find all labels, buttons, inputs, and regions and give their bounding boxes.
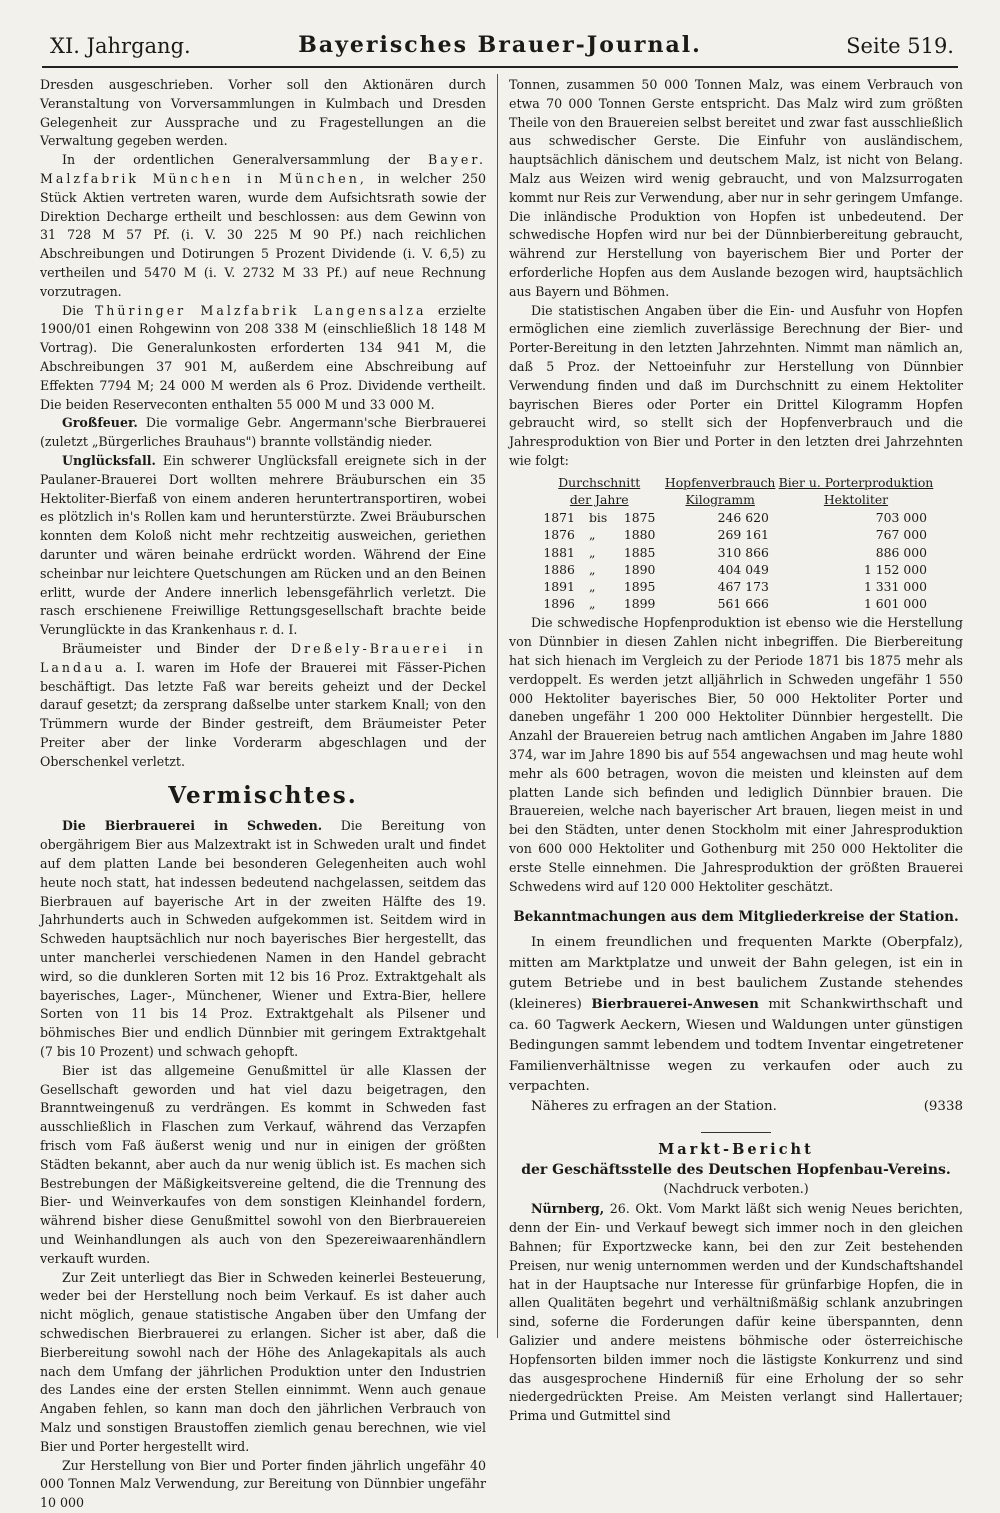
sale-notice: In einem freundlichen und frequenten Markte (Oberpfalz), mitten am Marktplatze und unweit der Bahn gelegen, ist ein in gutem Betriebe und in best baulichem Zustande stehendes (kleineres) Bierbrauerei-Anwesen mit Schankwirthschaft und ca. 60 Tagwerk Aeckern, Wiesen und Waldungen unter günstigen Bedingungen sammt lebendem und todtem Inventar eingetretener Familienverhältnisse wegen zu verkaufen oder auch zu verpachten. Näheres zu erfragen an der Station. (9338 bbox=[509, 933, 963, 1118]
paragraph-grossfeuer: Großfeuer. Die vormalige Gebr. Angermann'sche Bierbrauerei (zuletzt „Bürgerliches Brauhaus") brannte vollständig nieder. bbox=[40, 415, 486, 450]
table-row: 1881 „ 1885 310 866 886 000 bbox=[543, 544, 927, 560]
notice-contact: Näheres zu erfragen an der Station. bbox=[531, 1099, 777, 1115]
page-header bbox=[42, 30, 958, 68]
paragraph-ungluecksfall: Unglücksfall. Ein schwerer Unglücksfall ereignete sich in der Paulaner-Brauerei Dort wollten mehrere Bräuburschen ein 35 Hektoliter-Bierfaß von einem anderen heruntertransportiren, wobei es plötzlich in's Rollen kam und herunterstürzte. Zwei Bräuburschen konnten dem Koloß nicht mehr rechtzeitig ausweichen, geriethen darunter und wären beinahe erdrückt worden. Während der Eine scheinbar nur leichtere Quetschungen am Rücken und an den Beinen erlitt, wurde der Andere innerlich lebensgefährlich verletzt. Die rasch erschienene Freiwillige Rettungsgesellschaft brachte beide Verunglückte in das Krankenhaus r. d. I. bbox=[40, 452, 486, 638]
paragraph-besteuerung: Zur Zeit unterliegt das Bier in Schweden keinerlei Besteuerung, weder bei der Herstellung noch beim Verkauf. Es ist daher auch nicht möglich, genaue statistische Angaben über den Umfang der schwedischen Bierbrauerei zu erlangen. Sicher ist aber, daß die Bierbereitung sowohl nach der Höhe des Anlagekapitals als auch nach dem Umfang der jährlichen Produktion unter den Industrien des Landes eine der ersten Stellen einnimmt. Wenn auch genaue Angaben fehlen, so kann man doch den jährlichen Verbrauch von Malz und sonstigen Braustoffen ziemlich genau berechnen, wie viel Bier und Porter hergestellt wird. bbox=[40, 1269, 486, 1454]
table-header-row bbox=[535, 473, 935, 509]
table-row: 1896 „ 1899 561 666 1 601 000 bbox=[543, 596, 927, 612]
paragraph-landau: Bräumeister und Binder der Dreßely-Brauerei in Landau a. I. waren im Hofe der Brauerei mit Fässer-Pichen beschäftigt. Das letzte Faß war bereits geheizt und der Deckel darauf gesetzt; da zersprang daßselbe unter starkem Knall; von den Trümmern wurde der Binder gestreift, dem Bräumeister Peter Preiter aber der linke Vorderarm abgeschlagen und der Oberschenkel verletzt. bbox=[40, 640, 486, 769]
paragraph-nuernberg: Nürnberg, 26. Okt. Vom Markt läßt sich wenig Neues berichten, denn der Ein- und Verkauf bewegt sich immer noch in den gleichen Bahnen; für Exportzwecke kann, bei den zur Zeit bestehenden Preisen, nur wenig unternommen werden und der Kundschaftshandel hat in der Hauptsache nur Interesse für grünfarbige Hopfen, die in allen Qualitäten begehrt und verhältnißmäßig schlank anzubringen sind, soferne die Forderungen dafür keine überspannten, denn Galizier und andere meistens böhmische oder österreichische Hopfensorten bilden immer noch die lästigste Konkurrenz und sind das ausgesprochene Hinderniß für eine Erholung der so sehr niedergedrückten Preise. Am Meisten verlangt sind Hallertauer; Prima und Gutmittel sind bbox=[509, 1201, 963, 1424]
market-report-title: Markt-Bericht bbox=[658, 1140, 814, 1158]
left-column bbox=[40, 76, 486, 1511]
company-name: Bayer. Malzfabrik München in München, bbox=[40, 152, 486, 186]
table-row: 1871 bis 1875 246 620 703 000 bbox=[543, 510, 927, 526]
paragraph-schweden-intro: Die Bierbrauerei in Schweden. Die Bereitung von obergährigem Bier aus Malzextrakt ist in Schweden uralt und findet auf dem platten Lande bei besonderen Gelegenheiten auch wohl heute noch statt, hat indessen bedeutend nachgelassen, seitdem das Bierbrauen auf bayerische Art in der zweiten Hälfte des 19. Jahrhunderts auch in Schweden aufgekommen ist. Seitdem wird in Schweden hauptsächlich nur noch bayerisches Bier hergestellt, das unter mancherlei verschiedenen Namen in den Handel gebracht wird, so die dunkleren Sorten mit 12 bis 16 Proz. Extraktgehalt als bayerisches, Lager-, Münchener, Wiener und Extra-Bier, hellere Sorten von 11 bis 14 Proz. Extraktgehalt als Pilsener und böhmisches Bier und endlich Dünnbier mit geringem Extraktgehalt (7 bis 10 Prozent) und schwach gehopft. bbox=[40, 818, 486, 1060]
table-row: 1886 „ 1890 404 049 1 152 000 bbox=[543, 561, 927, 577]
column-header-hops: Hopfenverbrauch Kilogramm bbox=[664, 474, 776, 507]
paragraph-dresden: Dresden ausgeschrieben. Vorher soll den Aktionären durch Veranstaltung von Vorversammlungen in Kulmbach und Dresden Gelegenheit zur Aussprache und zu Fragestellungen an die Verwaltung gegeben werden. bbox=[40, 77, 486, 149]
paragraph-malz-hopfen: Tonnen, zusammen 50 000 Tonnen Malz, was einem Verbrauch von etwa 70 000 Tonnen Gerste entspricht. Das Malz wird zum größten Theile von den Brauereien selbst bereitet und zwar fast ausschließlich aus schwedischer Gerste. Die Einfuhr von ausländischem, hauptsächlich dänischem und deutschem Malz, ist nicht von Belang. Malz aus Weizen wird wenig gebraucht, und von Malzsurrogaten kommt nur Reis zur Verwendung, aber nur in sehr geringem Umfange. Die inländische Produktion von Hopfen ist unbedeutend. Der schwedische Hopfen wird nur bei der Dünnbierbereitung gebraucht, während zur Herstellung von bayerischem Bier und Porter der erforderliche Hopfen aus dem Auslande bezogen wird, hauptsächlich aus Bayern und Böhmen. bbox=[509, 77, 963, 299]
paragraph-malzverwendung: Zur Herstellung von Bier und Porter finden jährlich ungefähr 40 000 Tonnen Malz Verwendung, zur Bereitung von Dünnbier ungefähr 10 000 bbox=[40, 1457, 486, 1511]
paragraph-lead: Großfeuer. bbox=[62, 415, 138, 431]
volume-label: XI. Jahrgang. bbox=[50, 34, 191, 58]
paragraph-verdoppelt: Die schwedische Hopfenproduktion ist ebenso wie die Herstellung von Dünnbier in diesen Zahlen nicht inbegriffen. Die Bierbereitung hat sich hienach im Vergleich zu der Periode 1871 bis 1875 mehr als verdoppelt. Es werden jetzt alljährlich in Schweden ungefähr 1 550 000 Hektoliter bayerisches Bier, 50 000 Hektoliter Porter und daneben ungefähr 1 200 000 Hektoliter Dünnbier hergestellt. Die Anzahl der Brauereien betrug nach amtlichen Angaben im Jahre 1880 374, war im Jahre 1890 bis auf 554 angewachsen und mag heute wohl mehr als 600 betragen, wovon die meisten und kleinsten auf dem platten Lande sich befinden und lediglich Dünnbier brauen. Die Brauereien, welche nach bayerischer Art brauen, liegen meist in und bei den Städten, unter denen Stockholm mit einer Jahresproduktion von 600 000 Hektoliter und Gothenburg mit 250 000 Hektoliter die erste Stelle einnehmen. Die Jahresproduktion der größten Brauerei Schwedens wird auf 120 000 Hektoliter geschätzt. bbox=[509, 615, 963, 894]
paragraph-lead: Die Bierbrauerei in Schweden. bbox=[62, 818, 323, 834]
paragraph-lead: Unglücksfall. bbox=[62, 452, 156, 468]
right-column bbox=[509, 76, 963, 1424]
table-row: 1876 „ 1880 269 161 767 000 bbox=[543, 527, 927, 543]
paragraph-langensalza: Die Thüringer Malzfabrik Langensalza erzielte 1900/01 einen Rohgewinn von 208 338 M (einschließlich 18 148 M Vortrag). Die Generalunkosten erforderten 134 941 M, die Abschreibungen 37 901 M, außerdem eine Abschreibung auf Effekten 7794 M; 24 000 M werden als 6 Proz. Dividende vertheilt. Die beiden Reserveconten enthalten 55 000 M und 33 000 M. bbox=[40, 302, 486, 412]
column-header-period: Durchschnitt der Jahre bbox=[558, 474, 641, 507]
page-number: Seite 519. bbox=[846, 34, 954, 58]
market-report-subtitle: der Geschäftsstelle des Deutschen Hopfenbau-Vereins. bbox=[521, 1161, 951, 1178]
table-row: 1891 „ 1895 467 173 1 331 000 bbox=[543, 578, 927, 594]
reprint-note: (Nachdruck verboten.) bbox=[663, 1180, 809, 1196]
journal-title: Bayerisches Brauer-Journal. bbox=[298, 32, 702, 58]
section-title: Vermischtes. bbox=[168, 782, 358, 810]
paragraph-statistik: Die statistischen Angaben über die Ein- und Ausfuhr von Hopfen ermöglichen eine ziemlich zuverlässige Berechnung der Bier- und Porter-Bereitung in den letzten Jahrzehnten. Nimmt man nämlich an, daß 5 Proz. der Nettoeinfuhr zur Herstellung von Dünnbier Verwendung finden und daß im Durchschnitt zu einem Hektoliter bayrischen Bieres oder Porter ein Drittel Kilogramm Hopfen gebraucht wird, so stellt sich der Hopfenverbrauch und die Jahresproduktion von Bier und Porter in den letzten drei Jahrzehnten wie folgt: bbox=[509, 302, 963, 468]
company-name: Thüringer Malzfabrik Langensalza bbox=[94, 302, 427, 318]
paragraph-malzfabrik-muenchen: In der ordentlichen Generalversammlung der Bayer. Malzfabrik München in München, in welcher 250 Stück Aktien vertreten waren, wurde dem Aufsichtsrath sowie der Direktion Decharge ertheilt und beschlossen: aus dem Gewinn von 31 728 M 57 Pf. (i. V. 30 225 M 90 Pf.) nach reichlichen Abschreibungen und Dotirungen 5 Prozent Dividende (i. V. 6,5) zu vertheilen und 5470 M (i. V. 2732 M 33 Pf.) auf neue Rechnung vorzutragen. bbox=[40, 152, 486, 299]
notice-highlight: Bierbrauerei-Anwesen bbox=[591, 996, 759, 1013]
hops-production-table bbox=[535, 473, 935, 613]
column-header-beer: Bier u. Porterproduktion Hektoliter bbox=[778, 474, 934, 507]
paragraph-genussmittel: Bier ist das allgemeine Genußmittel ür alle Klassen der Gesellschaft geworden und hat viel dazu beigetragen, den Branntweingenuß zu verdrängen. Es kommt in Schweden fast ausschließlich in Flaschen zum Verkauf, während das Verzapfen frisch vom Faß äußerst wenig und nur in einigen der größten Städten bekannt, aber auch da nur wenig üblich ist. Es machen sich Bestrebungen der Mäßigkeitsvereine geltend, die die Trennung des Bier- und Weinverkaufes von dem sonstigen Kleinhandel fordern, während bisher diese Genußmittel sowohl von den Bierbrauereien und Weinhandlungen als auch von den Spezereiwaarenhändlern verkauft wurden. bbox=[40, 1062, 486, 1266]
divider bbox=[701, 1132, 771, 1133]
paragraph-lead: Nürnberg, bbox=[531, 1201, 605, 1217]
announcements-title: Bekanntmachungen aus dem Mitgliederkreise der Station. bbox=[513, 909, 959, 926]
column-divider bbox=[497, 74, 498, 1338]
notice-reference-number: (9338 bbox=[923, 1099, 963, 1115]
company-name: Dreßely-Brauerei in Landau bbox=[40, 640, 486, 675]
